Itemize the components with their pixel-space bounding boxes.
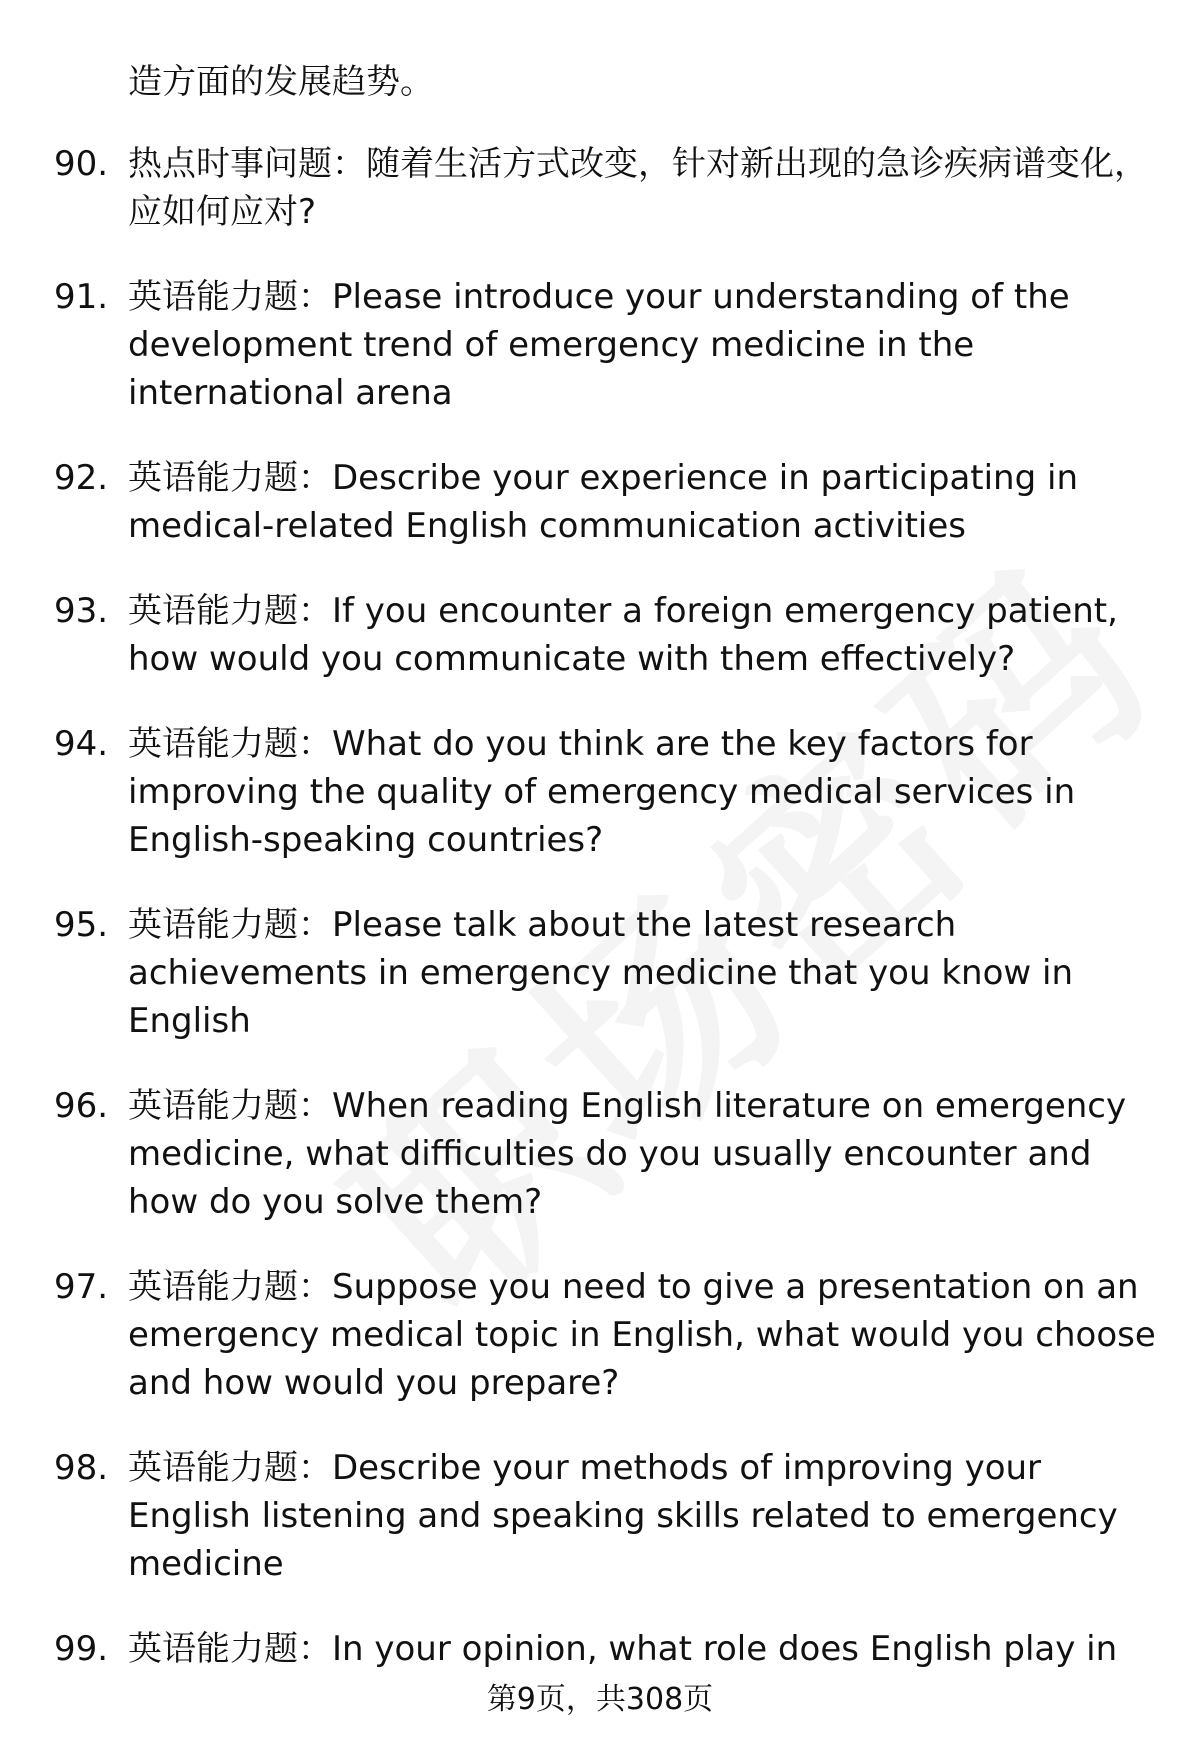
question-body: [128, 901, 1160, 1045]
question-text: What do you think are the key factors for improving the quality of emergency medical services in English-speaking countries?: [128, 724, 1076, 860]
question-list: [0, 140, 1200, 1710]
question-category: 英语能力题：: [128, 1448, 332, 1488]
question-number: 99.: [54, 1629, 109, 1669]
question-body: [128, 587, 1160, 683]
question-category: 热点时事问题：: [128, 144, 366, 184]
question-text: If you encounter a foreign emergency patient, how would you communicate with them effectively?: [128, 591, 1118, 679]
question-category: 英语能力题：: [128, 905, 332, 945]
question-number: 97.: [54, 1267, 109, 1307]
question-text: Suppose you need to give a presentation on an emergency medical topic in English, what would you choose and how would you prepare?: [128, 1267, 1156, 1403]
question-item: [0, 587, 1200, 683]
question-category: 英语能力题：: [128, 591, 332, 631]
page-footer: 第9页，共308页: [486, 1682, 714, 1717]
question-body: [128, 1625, 1160, 1673]
question-text: 随着生活方式改变，针对新出现的急诊疾病谱变化，应如何应对?: [128, 144, 1148, 232]
question-text: Please talk about the latest research achievements in emergency medicine that you know in English: [128, 905, 1073, 1041]
question-number: 92.: [54, 458, 109, 498]
question-category: 英语能力题：: [128, 458, 332, 498]
question-category: 英语能力题：: [128, 277, 332, 317]
question-text: Please introduce your understanding of the development trend of emergency medicine in the international arena: [128, 277, 1070, 413]
question-number: 95.: [54, 905, 109, 945]
question-body: [128, 454, 1160, 550]
question-body: [128, 273, 1160, 417]
question-category: 英语能力题：: [128, 1086, 332, 1126]
question-body: [128, 720, 1160, 864]
question-item: [0, 1625, 1200, 1673]
question-text: Describe your experience in participating in medical-related English communication activities: [128, 458, 1078, 546]
question-text: Describe your methods of improving your English listening and speaking skills related to emergency medicine: [128, 1448, 1118, 1584]
question-body: [128, 1444, 1160, 1588]
question-item: [0, 1444, 1200, 1588]
question-number: 91.: [54, 277, 109, 317]
question-number: 90.: [54, 144, 109, 184]
question-item: [0, 454, 1200, 550]
question-item: [0, 273, 1200, 417]
question-number: 96.: [54, 1086, 109, 1126]
question-body: [128, 1263, 1160, 1407]
question-item: [0, 901, 1200, 1045]
question-category: 英语能力题：: [128, 1267, 332, 1307]
question-number: 94.: [54, 724, 109, 764]
question-item: [0, 720, 1200, 864]
question-item: [0, 1082, 1200, 1226]
continuation-text: 造方面的发展趋势。: [128, 62, 434, 102]
question-item: [0, 140, 1200, 236]
question-text: In your opinion, what role does English play in: [332, 1629, 1118, 1669]
question-text: When reading English literature on emergency medicine, what difficulties do you usually encounter and how do you solve them?: [128, 1086, 1127, 1222]
question-number: 93.: [54, 591, 109, 631]
question-body: [128, 1082, 1160, 1226]
question-body: [128, 140, 1160, 236]
question-number: 98.: [54, 1448, 109, 1488]
question-item: [0, 1263, 1200, 1407]
question-category: 英语能力题：: [128, 724, 332, 764]
question-category: 英语能力题：: [128, 1629, 332, 1669]
